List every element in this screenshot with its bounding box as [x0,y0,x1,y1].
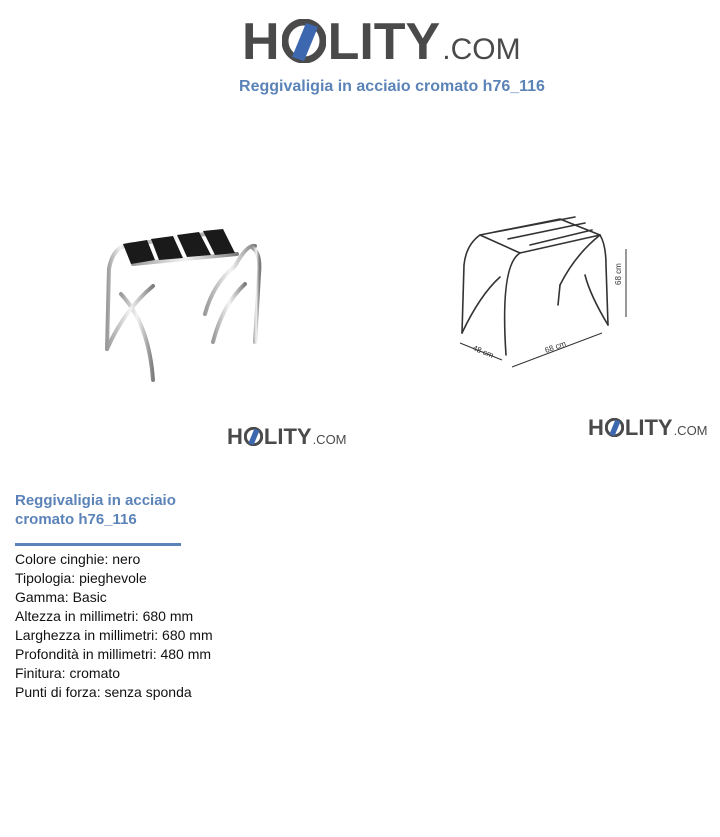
photo-logo-o-icon [244,425,263,444]
spec-finish: Finitura: cromato [15,665,121,681]
drawing-logo-com: .COM [673,423,708,438]
drawing-width-label: 68 cm [543,338,568,355]
product-info [15,491,275,702]
luggage-rack-drawing-icon [440,205,640,375]
brand-logo-com: .COM [442,33,521,66]
spec-strap-color: Colore cinghie: nero [15,551,141,567]
title-divider [15,543,181,546]
spec-list [15,550,275,702]
spec-width: Larghezza in millimetri: 680 mm [15,627,213,643]
brand-logo-o-icon [282,15,326,59]
spec-height: Altezza in millimetri: 680 mm [15,608,194,624]
drawing-logo-o-icon [605,416,624,435]
spec-range: Gamma: Basic [15,589,107,605]
drawing-logo-lity: LITY [624,415,673,440]
drawing-logo-h: H [588,415,604,440]
photo-logo-h: H [227,424,243,449]
brand-logo-lity: LITY [327,13,441,71]
photo-logo-com: .COM [312,432,347,447]
brand-logo-h: H [242,13,280,71]
luggage-rack-photo-icon [95,214,275,394]
spec-depth: Profondità in millimetri: 480 mm [15,646,212,662]
spec-strengths: Punti di forza: senza sponda [15,684,192,700]
drawing-height-label: 68 cm [614,263,623,285]
spec-type: Tipologia: pieghevole [15,570,147,586]
product-name: Reggivaligia in acciaio cromato h76_116 [15,492,176,528]
photo-watermark-logo [227,425,347,449]
drawing-depth-label: 48 cm [471,343,495,361]
brand-logo [242,12,521,72]
drawing-watermark-logo [588,416,708,440]
photo-logo-lity: LITY [263,424,312,449]
page-title: Reggivaligia in acciaio cromato h76_116 [239,78,545,95]
